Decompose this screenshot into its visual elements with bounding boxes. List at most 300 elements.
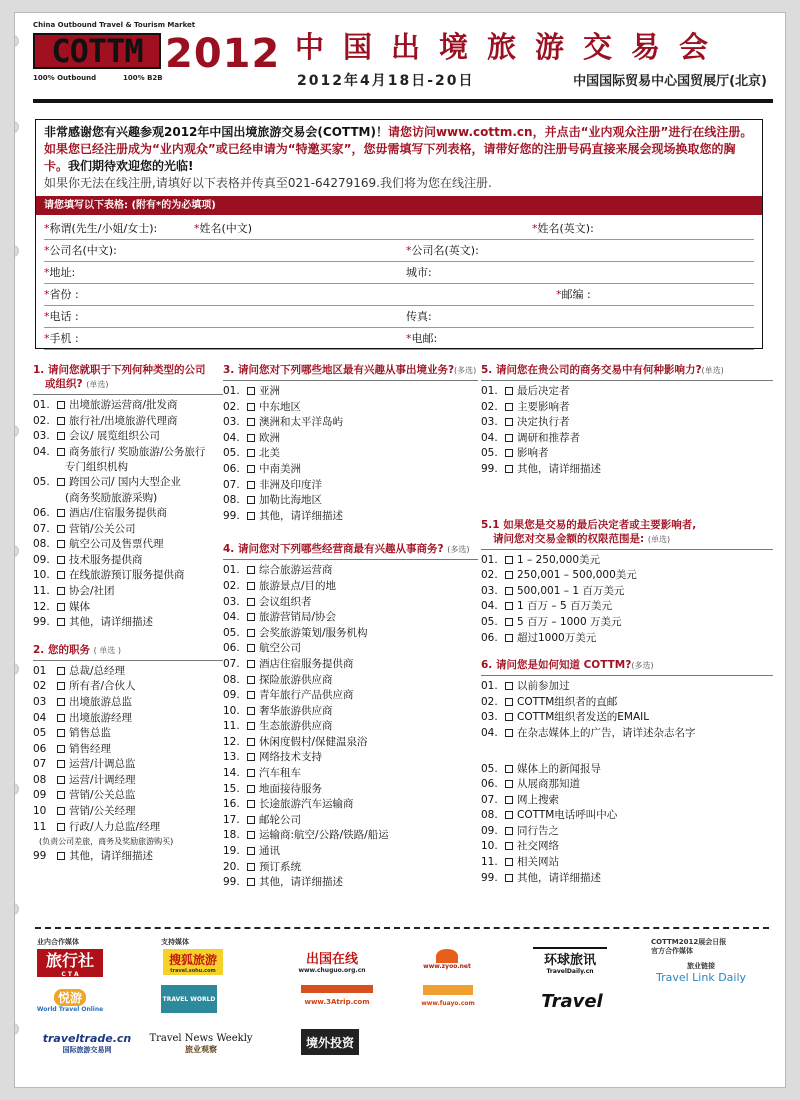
option-number: 12. [223,735,240,748]
option-label: 1 百万 – 5 百万美元 [517,600,612,613]
option-label: 主要影响者 [517,400,570,413]
option-q6[interactable] [481,726,773,742]
checkbox[interactable] [247,738,255,746]
city-field[interactable]: 城市: [406,266,432,279]
option-label: 相关网站 [517,856,559,869]
huanqiu-lvxun-logo[interactable]: 环球旅讯 TravelDaily.cn [533,947,607,975]
option-number: 04. [223,431,240,444]
checkbox[interactable] [505,858,513,866]
checkbox[interactable] [505,587,513,595]
option-q3[interactable] [223,509,478,525]
lvxingshe-logo[interactable]: 旅行社 C T A [37,949,103,977]
option-q4[interactable] [223,750,478,766]
checkbox[interactable] [57,682,65,690]
question-4-title: 4. 请问您对下列哪些经营商最有兴趣从事商务? (多选) [223,542,478,560]
option-number: 03 [33,695,47,708]
checkbox[interactable] [57,478,65,486]
checkbox[interactable] [505,387,513,395]
checkbox[interactable] [57,745,65,753]
checkbox[interactable] [57,698,65,706]
option-q3[interactable] [223,400,478,416]
option-q3[interactable] [223,493,478,509]
checkbox[interactable] [247,512,255,520]
option-q2[interactable] [33,695,223,711]
option-q5[interactable] [481,462,773,478]
option-q5[interactable] [481,415,773,431]
checkbox[interactable] [505,874,513,882]
option-number: 04. [223,611,240,624]
option-q4[interactable] [223,657,478,673]
option-label: 会奖旅游策划/服务机构 [259,626,368,639]
question-2-footnote: (负责公司差旅，商务及奖励旅游购买) [39,837,174,847]
option-label: 媒体 [69,600,90,613]
option-q6[interactable] [481,839,773,855]
fuayo-logo[interactable]: www.fuayo.com [423,985,473,1011]
option-q6[interactable] [481,871,773,887]
option-number: 99. [223,876,240,889]
checkbox[interactable] [57,714,65,722]
3atrip-logo[interactable]: www.3Atrip.com [301,985,373,1011]
option-q2[interactable] [33,820,223,836]
option-q3[interactable] [223,446,478,462]
checkbox[interactable] [57,852,65,860]
option-q3[interactable] [223,431,478,447]
option-q6[interactable] [481,777,773,793]
zyoo-logo[interactable]: www.zyoo.net [417,943,477,975]
option-q1[interactable] [33,615,223,631]
option-q4[interactable] [223,735,478,751]
option-q4[interactable] [223,673,478,689]
checkbox[interactable] [505,465,513,473]
checkbox[interactable] [247,816,255,824]
checkbox[interactable] [505,713,513,721]
checkbox[interactable] [505,811,513,819]
checkbox[interactable] [57,587,65,595]
option-q6[interactable] [481,679,773,695]
option-q2[interactable] [33,773,223,789]
checkbox[interactable] [247,847,255,855]
checkbox[interactable] [505,556,513,564]
option-label: 销售经理 [69,742,111,755]
option-q6[interactable] [481,824,773,840]
checkbox[interactable] [247,465,255,473]
support-media-label: 支持媒体 [161,938,189,946]
option-q4[interactable] [223,719,478,735]
checkbox[interactable] [505,449,513,457]
option-label: 所有者/合伙人 [69,680,136,693]
option-label: COTTM组织者发送的EMAIL [517,711,650,724]
question-2-title: 2. 您的职务 ( 单选 ) [33,643,223,661]
option-q1[interactable] [33,522,223,538]
option-q1[interactable] [33,429,223,445]
travel-world-logo[interactable]: TRAVEL WORLD [161,985,217,1013]
checkbox[interactable] [505,403,513,411]
option-label: 在杂志媒体上的广告，请详述杂志名字 [517,726,696,739]
address-field[interactable]: *地址: [44,266,76,279]
option-label: 决定执行者 [517,416,570,429]
yueyou-logo[interactable]: 悦游 World Travel Online [36,991,104,1013]
checkbox[interactable] [505,434,513,442]
option-label: 商务旅行/ 奖励旅游/公务旅行 [69,445,206,458]
option-q2[interactable] [33,726,223,742]
option-label: 通讯 [259,845,280,858]
option-q1[interactable] [33,445,223,461]
checkbox[interactable] [247,613,255,621]
option-label: 1 – 250,000美元 [517,553,601,566]
option-label: 行政/人力总监/经理 [69,820,161,833]
option-q2[interactable] [33,711,223,727]
jingwai-touzi-logo[interactable]: 境外投资 [301,1029,359,1055]
option-number: 11 [33,820,47,833]
option-q6[interactable] [481,793,773,809]
checkbox[interactable] [247,598,255,606]
option-q5[interactable] [481,384,773,400]
checkbox[interactable] [57,823,65,831]
binder-hole [14,1023,19,1035]
option-number: 12. [33,600,50,613]
official-media-label-2: 官方合作媒体 [651,947,693,955]
option-number: 05. [33,476,50,489]
option-number: 04. [481,600,498,613]
question-1-title: 1. 请问您就职于下列何种类型的公司 或组织? (单选) [33,363,223,395]
option-number: 05. [481,615,498,628]
option-q5-1[interactable] [481,631,773,647]
checkbox[interactable] [247,566,255,574]
checkbox[interactable] [247,878,255,886]
checkbox[interactable] [505,729,513,737]
checkbox[interactable] [247,481,255,489]
checkbox[interactable] [505,634,513,642]
option-number: 99. [223,509,240,522]
option-number: 02. [223,400,240,413]
option-label: 中东地区 [259,400,301,413]
option-q4[interactable] [223,626,478,642]
option-number: 18. [223,829,240,842]
sohu-travel-logo[interactable]: 搜狐旅游 travel.sohu.com [163,949,223,975]
option-q4[interactable] [223,641,478,657]
option-label: COTTM电话呼叫中心 [517,809,618,822]
question-5-title: 5. 请问您在贵公司的商务交易中有何种影响力?(单选) [481,363,773,381]
option-number: 01. [223,564,240,577]
option-q5-1[interactable] [481,568,773,584]
option-number: 11. [223,720,240,733]
checkbox[interactable] [505,842,513,850]
header-divider [33,99,773,103]
checkbox[interactable] [505,682,513,690]
option-q1[interactable] [33,414,223,430]
checkbox[interactable] [247,722,255,730]
option-q1[interactable] [33,537,223,553]
option-number: 07. [223,478,240,491]
email-field[interactable]: *电邮: [406,332,438,345]
option-q2[interactable] [33,664,223,680]
mobile-field[interactable]: *手机 : [44,332,79,345]
option-q6[interactable] [481,695,773,711]
question-6-options [481,679,773,741]
option-number: 99. [33,616,50,629]
event-year: 2012 [165,31,281,77]
option-label: 中南美洲 [259,462,301,475]
checkbox[interactable] [247,434,255,442]
binder-hole [14,245,19,257]
form-row [44,262,754,284]
checkbox[interactable] [505,418,513,426]
option-number: 04. [481,431,498,444]
option-number: 08 [33,773,47,786]
option-label: 超过1000万美元 [517,631,597,644]
option-q3[interactable] [223,478,478,494]
option-q3[interactable] [223,462,478,478]
option-label: 以前参加过 [517,680,570,693]
checkbox[interactable] [247,449,255,457]
event-title: 中国出境旅游交易会 [295,30,728,64]
phone-field[interactable]: *电话 : [44,310,79,323]
brand-tagline: China Outbound Travel & Tourism Market [33,21,196,29]
checkbox[interactable] [247,707,255,715]
checkbox[interactable] [505,602,513,610]
checkbox[interactable] [505,827,513,835]
option-q2[interactable] [33,679,223,695]
official-media-label-1: COTTM2012展会日报 [651,938,727,946]
question-6-options-more [481,762,773,887]
option-label: 奢华旅游供应商 [259,704,333,717]
option-q4[interactable] [223,782,478,798]
name-cn-field[interactable]: *姓名(中文) [194,222,253,235]
option-label-continued: 专门组织机构 [65,461,128,474]
form-row [44,218,754,240]
option-q1[interactable] [33,475,223,491]
travel-news-weekly-logo[interactable]: Travel News Weekly 旅业观察 [149,1033,253,1054]
option-q1[interactable] [33,568,223,584]
option-label: 出境旅游总监 [69,695,132,708]
option-label: 出境旅游经理 [69,711,132,724]
option-q2-other[interactable]: 99 其他，请详细描述 [33,850,153,863]
option-number: 05. [481,762,498,775]
checkbox[interactable] [247,800,255,808]
checkbox[interactable] [505,571,513,579]
option-number: 10 [33,805,47,818]
option-q1[interactable] [33,600,223,616]
checkbox[interactable] [57,618,65,626]
option-label: 亚洲 [259,385,280,397]
form-row [44,240,754,262]
checkbox[interactable] [247,831,255,839]
checkbox[interactable] [247,769,255,777]
option-q4[interactable] [223,875,478,891]
option-q5[interactable] [481,446,773,462]
option-q5[interactable] [481,431,773,447]
option-q1[interactable] [33,398,223,414]
cottm-logo: COTTM [33,33,161,69]
option-label: 技术服务提供商 [69,553,143,566]
fax-field[interactable]: 传真: [406,310,432,323]
checkbox[interactable] [57,760,65,768]
chuguo-online-logo[interactable]: 出国在线 www.chuguo.org.cn [298,952,366,974]
option-q2[interactable] [33,804,223,820]
header [33,19,773,109]
checkbox[interactable] [247,863,255,871]
option-label: 营销/公关公司 [69,522,136,535]
option-q5-1[interactable] [481,584,773,600]
checkbox[interactable] [57,432,65,440]
option-number: 02. [481,569,498,582]
industry-media-label: 业内合作媒体 [37,938,79,946]
option-number: 20. [223,860,240,873]
travel-logo[interactable]: Travel [541,990,603,1012]
company-en-field[interactable]: *公司名(英文): [406,244,479,257]
option-q4[interactable] [223,595,478,611]
option-label: 其他，请详细描述 [517,871,601,884]
option-q4[interactable] [223,860,478,876]
option-label: 澳洲和太平洋岛屿 [259,416,343,429]
traveltrade-logo[interactable]: traveltrade.cn 国际旅游交易网 [42,1031,132,1054]
checkbox[interactable] [247,582,255,590]
checkbox[interactable] [57,667,65,675]
checkbox[interactable] [247,387,255,395]
option-q6[interactable] [481,762,773,778]
option-q4[interactable] [223,563,478,579]
option-number: 06. [33,506,50,519]
option-number: 02. [33,414,50,427]
option-label: 加勒比海地区 [259,494,322,507]
option-label: 协会/社团 [69,584,115,597]
option-q5-1[interactable] [481,553,773,569]
option-number: 09. [33,553,50,566]
option-label: 销售总监 [69,727,111,740]
option-label: 跨国公司/ 国内大型企业 [69,476,181,489]
question-2-options [33,664,223,836]
option-q4[interactable] [223,704,478,720]
option-q4[interactable] [223,579,478,595]
option-number: 05 [33,727,47,740]
option-q6[interactable] [481,855,773,871]
checkbox[interactable] [57,525,65,533]
binder-hole [14,121,19,133]
option-number: 11. [481,856,498,869]
option-q2[interactable] [33,788,223,804]
checkbox[interactable] [247,629,255,637]
option-q5-1[interactable] [481,599,773,615]
brand-outbound: 100% Outbound [33,74,97,82]
option-number: 11. [33,584,50,597]
checkbox[interactable] [57,448,65,456]
option-number: 09 [33,789,47,802]
option-label: 休闲度假村/保健温泉浴 [259,735,368,748]
checkbox[interactable] [505,618,513,626]
checkbox[interactable] [57,791,65,799]
checkbox[interactable] [247,644,255,652]
checkbox[interactable] [247,753,255,761]
option-number: 03. [223,416,240,429]
option-q4[interactable] [223,797,478,813]
option-q2[interactable] [33,757,223,773]
checkbox[interactable] [57,417,65,425]
option-label: 其他，请详细描述 [517,462,601,475]
binder-hole [14,903,19,915]
option-number: 06. [223,642,240,655]
name-en-field[interactable]: *姓名(英文): [532,222,594,235]
checkbox[interactable] [247,418,255,426]
option-label: 调研和推荐者 [517,431,580,444]
option-q4[interactable] [223,688,478,704]
option-q1[interactable] [33,553,223,569]
option-label: 运营/计调总监 [69,758,136,771]
travel-link-daily-logo[interactable]: 旅业链接 Travel Link Daily [655,961,747,984]
option-number: 08. [223,673,240,686]
checkbox[interactable] [57,556,65,564]
option-number: 10. [481,840,498,853]
checkbox[interactable] [57,729,65,737]
checkbox[interactable] [57,509,65,517]
checkbox[interactable] [505,698,513,706]
option-q3[interactable] [223,415,478,431]
intro-instructions: 请您访问www.cottm.cn，并点击“业内观众注册”进行在线注册。如果您已经注册成为“业内观众”或已经申请为“特邀买家”，您毋需填写下列表格，请带好您的注册号码直接来展会现场换取您的胸卡。 [44,125,753,173]
option-label: 综合旅游运营商 [259,564,333,577]
checkbox[interactable] [247,403,255,411]
checkbox[interactable] [57,571,65,579]
option-q1[interactable] [33,584,223,600]
title-field[interactable]: *称谓(先生/小姐/女士): [44,222,158,235]
checkbox[interactable] [57,401,65,409]
option-number: 07. [481,793,498,806]
option-q2[interactable] [33,742,223,758]
option-q4[interactable] [223,844,478,860]
form-row [44,328,754,350]
option-label: 汽车租车 [259,767,301,780]
option-q4[interactable] [223,813,478,829]
option-q4[interactable] [223,766,478,782]
option-number: 02. [481,695,498,708]
option-q1[interactable] [33,506,223,522]
checkbox[interactable] [57,603,65,611]
checkbox[interactable] [247,785,255,793]
checkbox[interactable] [247,660,255,668]
checkbox[interactable] [247,496,255,504]
option-q6[interactable] [481,808,773,824]
company-cn-field[interactable]: *公司名(中文): [44,244,117,257]
option-label: 邮轮公司 [259,813,301,826]
checkbox[interactable] [57,807,65,815]
option-q5-1[interactable] [481,615,773,631]
option-label: 会议组织者 [259,595,312,608]
option-label: 最后决定者 [517,385,570,397]
checkbox[interactable] [247,691,255,699]
option-q6[interactable] [481,710,773,726]
checkbox[interactable] [505,796,513,804]
option-number: 07. [223,657,240,670]
option-label: 500,001 – 1 百万美元 [517,584,625,597]
option-q3[interactable] [223,384,478,400]
province-field[interactable]: *省份 : [44,288,79,301]
option-number: 10. [223,704,240,717]
option-number: 04. [33,445,50,458]
option-q4[interactable] [223,828,478,844]
option-q4[interactable] [223,610,478,626]
option-number: 01. [223,385,240,397]
option-number: 99. [481,462,498,475]
postcode-field[interactable]: *邮编 : [556,288,591,301]
option-label: 同行告之 [517,824,559,837]
column-right [481,363,773,886]
checkbox[interactable] [57,776,65,784]
checkbox[interactable] [57,540,65,548]
option-label: 社交网络 [517,840,559,853]
intro-welcome: 我们期待欢迎您的光临! [68,159,194,173]
option-q5[interactable] [481,400,773,416]
checkbox[interactable] [247,676,255,684]
checkbox[interactable] [505,765,513,773]
checkbox[interactable] [505,780,513,788]
